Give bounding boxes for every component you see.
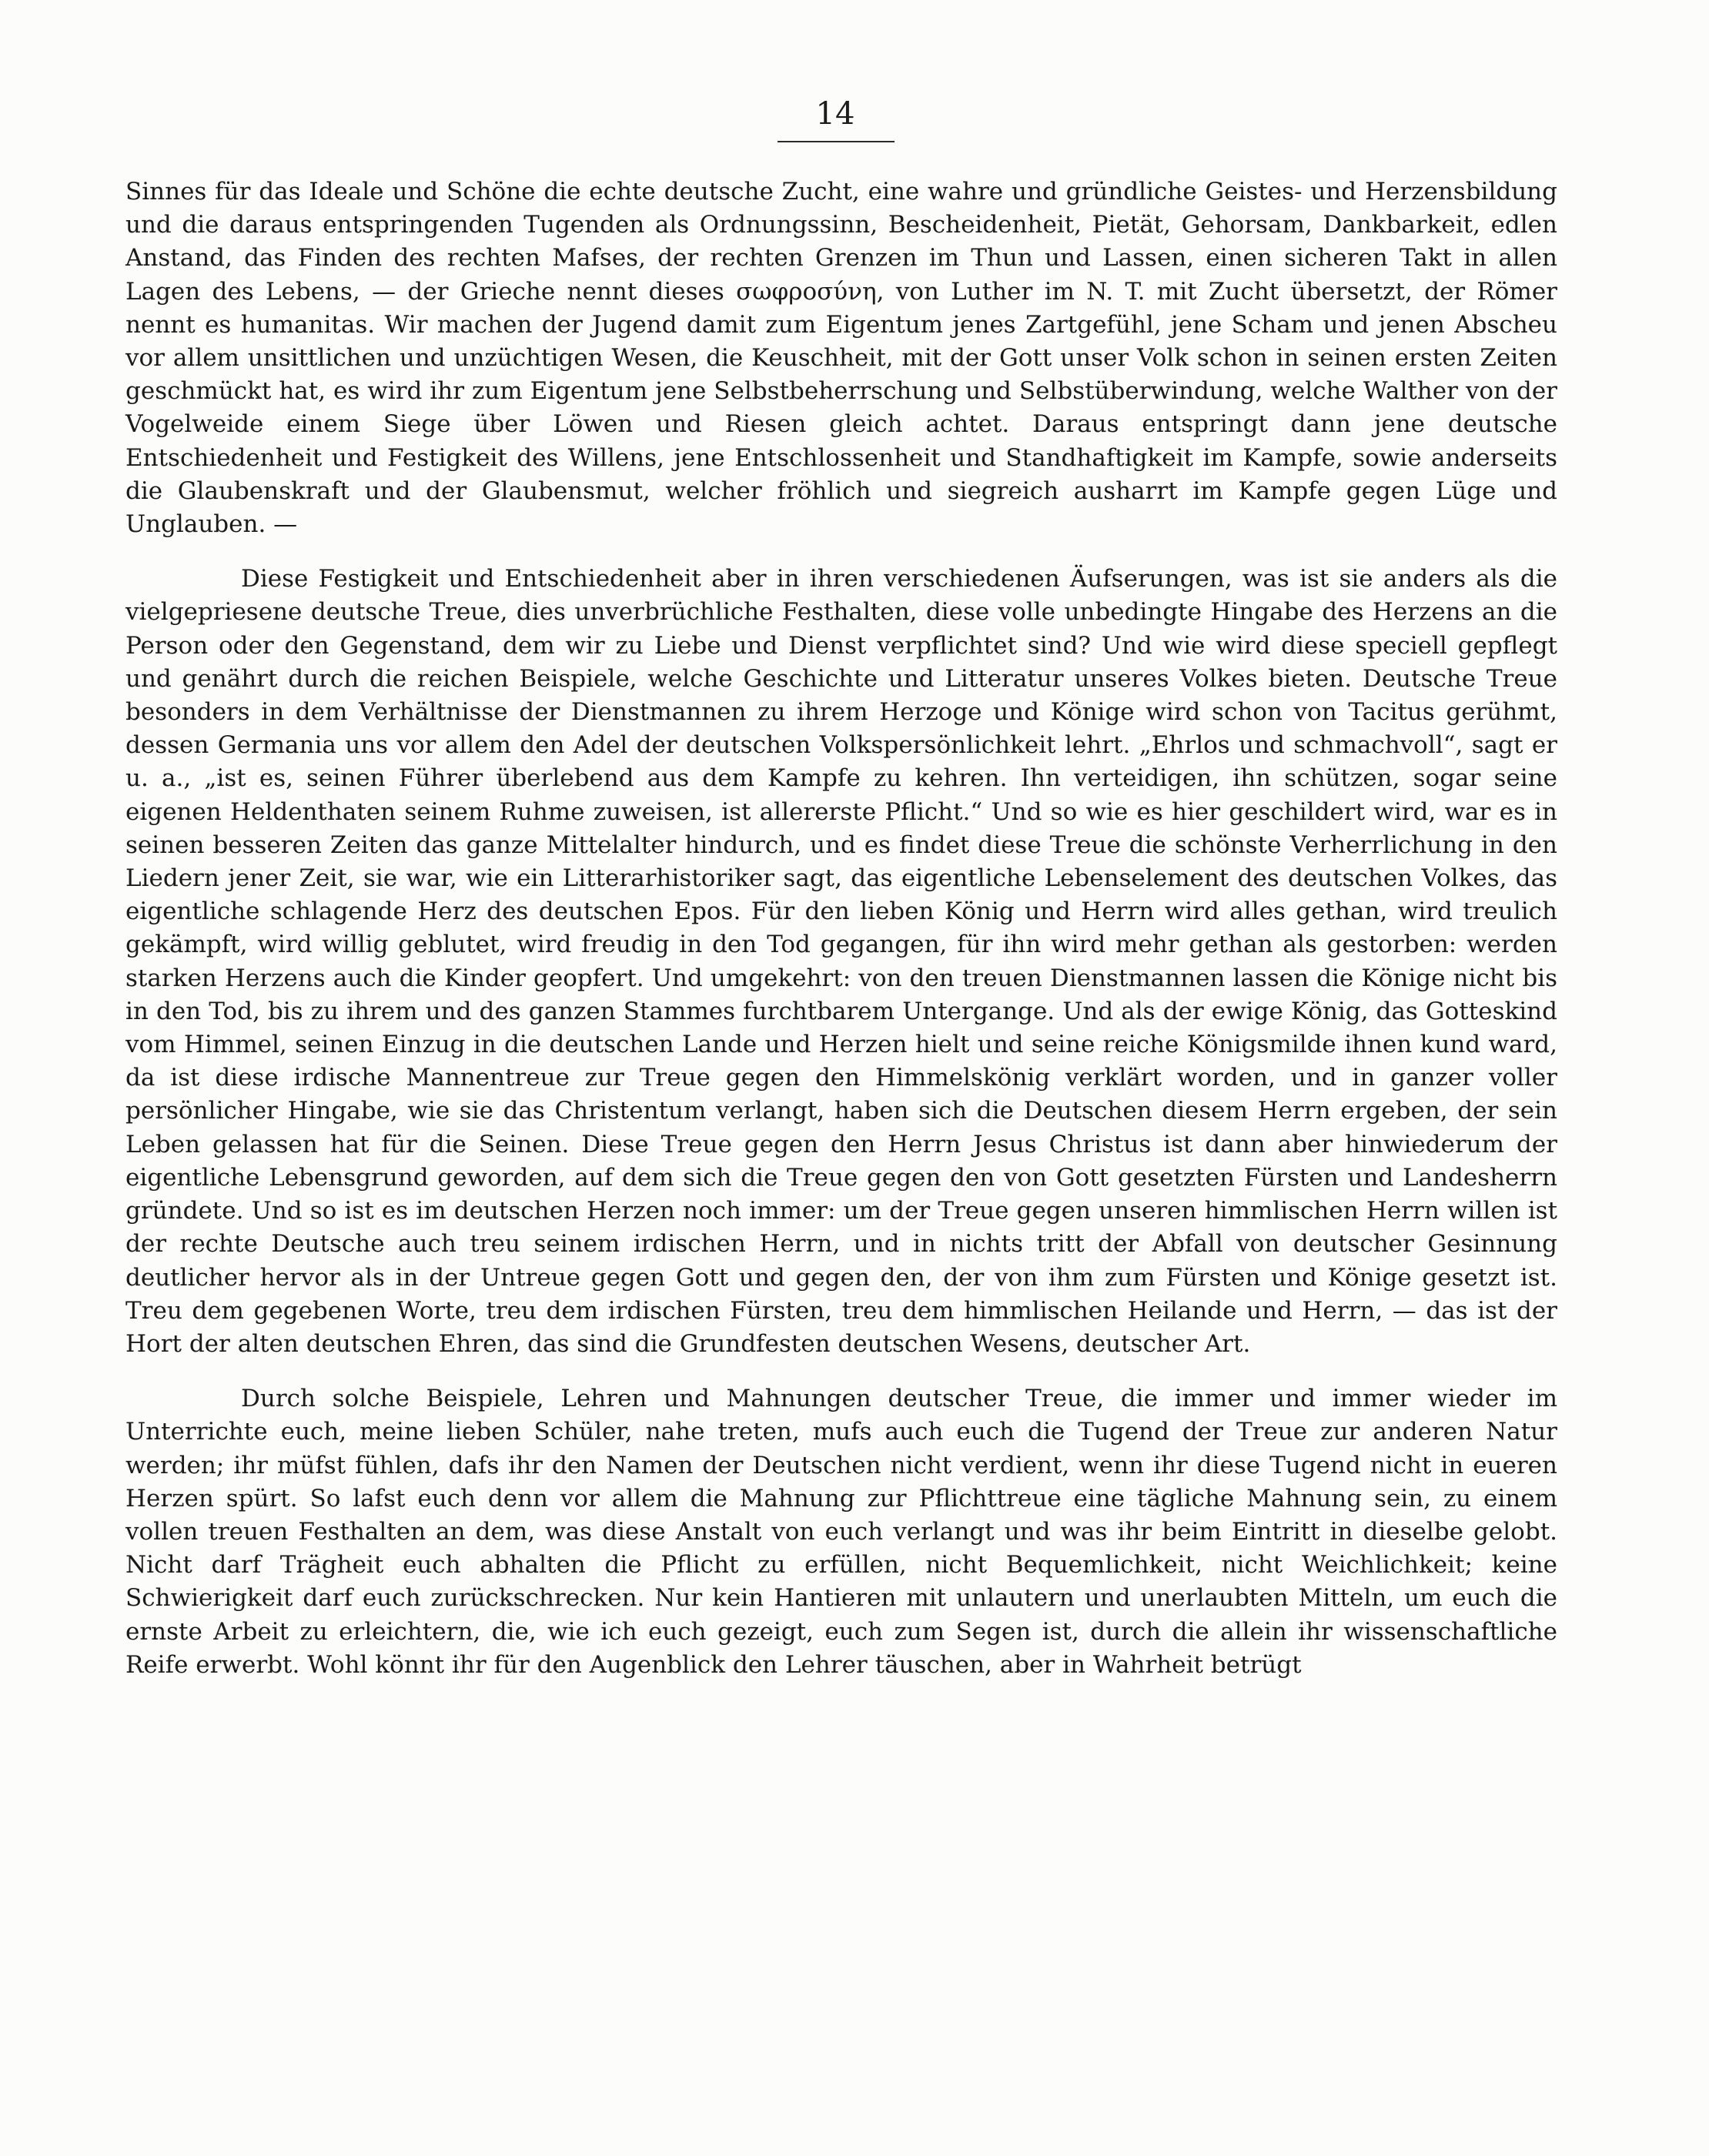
page-number-underline xyxy=(778,141,895,142)
paragraph-3: Durch solche Beispiele, Lehren und Mahnungen deutscher Treue, die immer und immer wieder im Unterrichte euch, meine lieben Schüler, nahe treten, mufs auch euch die Tugend der Treue zur anderen Natur werden; ihr müfst fühlen, dafs ihr den Namen der Deutschen nicht verdient, wenn ihr diese Tugend nicht in eueren Herzen spürt. So lafst euch denn vor allem die Mahnung zur Pflichttreue eine tägliche Mahnung sein, zu einem vollen treuen Festhalten an dem, was diese Anstalt von euch verlangt und was ihr beim Eintritt in dieselbe gelobt. Nicht darf Trägheit euch abhalten die Pflicht zu erfüllen, nicht Bequemlichkeit, nicht Weichlichkeit; keine Schwierigkeit darf euch zurückschrecken. Nur kein Hantieren mit unlautern und unerlaubten Mitteln, um euch die ernste Arbeit zu erleichtern, die, wie ich euch gezeigt, euch zum Segen ist, durch die allein ihr wissenschaftliche Reife erwerbt. Wohl könnt ihr für den Augenblick den Lehrer täuschen, aber in Wahrheit betrügt xyxy=(125,1385,1557,1679)
paragraph-1: Sinnes für das Ideale und Schöne die echte deutsche Zucht, eine wahre und gründliche Geistes- und Herzensbildung und die daraus entspringenden Tugenden als Ordnungssinn, Bescheidenheit, Pietät, Gehorsam, Dankbarkeit, edlen Anstand, das Finden des rechten Mafses, der rechten Grenzen im Thun und Lassen, einen sicheren Takt in allen Lagen des Lebens, — der Grieche nennt dieses σωφροσύνη, von Luther im N. T. mit Zucht übersetzt, der Römer nennt es humanitas. Wir machen der Jugend damit zum Eigentum jenes Zartgefühl, jene Scham und jenen Abscheu vor allem unsittlichen und unzüchtigen Wesen, die Keuschheit, mit der Gott unser Volk schon in seinen ersten Zeiten geschmückt hat, es wird ihr zum Eigentum jene Selbstbeherrschung und Selbstüberwindung, welche Walther von der Vogelweide einem Siege über Löwen und Riesen gleich achtet. Daraus entspringt dann jene deutsche Entschiedenheit und Festigkeit des Willens, jene Entschlossenheit und Standhaftigkeit im Kampfe, sowie anderseits die Glaubenskraft und der Glaubensmut, welcher fröhlich und siegreich ausharrt im Kampfe gegen Lüge und Unglauben. — xyxy=(125,178,1557,539)
body-text xyxy=(125,175,1557,1682)
page-number: 14 xyxy=(815,96,855,132)
paragraph-2: Diese Festigkeit und Entschiedenheit aber in ihren verschiedenen Äufserungen, was ist sie anders als die vielgepriesene deutsche Treue, dies unverbrüchliche Festhalten, diese volle unbedingte Hingabe des Herzens an die Person oder den Gegenstand, dem wir zu Liebe und Dienst verpflichtet sind? Und wie wird diese speciell gepflegt und genährt durch die reichen Beispiele, welche Geschichte und Litteratur unseres Volkes bieten. Deutsche Treue besonders in dem Verhältnisse der Dienstmannen zu ihrem Herzoge und Könige wird schon von Tacitus gerühmt, dessen Germania uns vor allem den Adel der deutschen Volkspersönlichkeit lehrt. „Ehrlos und schmachvoll“, sagt er u. a., „ist es, seinen Führer überlebend aus dem Kampfe zu kehren. Ihn verteidigen, ihn schützen, sogar seine eigenen Heldenthaten seinem Ruhme zuweisen, ist allererste Pflicht.“ Und so wie es hier geschildert wird, war es in seinen besseren Zeiten das ganze Mittelalter hindurch, und es findet diese Treue die schönste Verherrlichung in den Liedern jener Zeit, sie war, wie ein Litterarhistoriker sagt, das eigentliche Lebenselement des deutschen Volkes, das eigentliche schlagende Herz des deutschen Epos. Für den lieben König und Herrn wird alles gethan, wird treulich gekämpft, wird willig geblutet, wird freudig in den Tod gegangen, für ihn wird mehr gethan als gestorben: werden starken Herzens auch die Kinder geopfert. Und umgekehrt: von den treuen Dienstmannen lassen die Könige nicht bis in den Tod, bis zu ihrem und des ganzen Stammes furchtbarem Untergange. Und als der ewige König, das Gotteskind vom Himmel, seinen Einzug in die deutschen Lande und Herzen hielt und seine reiche Königsmilde ihnen kund ward, da ist diese irdische Mannentreue zur Treue gegen den Himmelskönig verklärt worden, und in ganzer voller persönlicher Hingabe, wie sie das Christentum verlangt, haben sich die Deutschen diesem Herrn ergeben, der sein Leben gelassen hat für die Seinen. Diese Treue gegen den Herrn Jesus Christus ist dann aber hinwiederum der eigentliche Lebensgrund geworden, auf dem sich die Treue gegen den von Gott gesetzten Fürsten und Landesherrn gründete. Und so ist es im deutschen Herzen noch immer: um der Treue gegen unseren himmlischen Herrn willen ist der rechte Deutsche auch treu seinem irdischen Herrn, und in nichts tritt der Abfall von deutscher Gesinnung deutlicher hervor als in der Untreue gegen Gott und gegen den, der von ihm zum Fürsten und Könige gesetzt ist. Treu dem gegebenen Worte, treu dem irdischen Fürsten, treu dem himmlischen Heilande und Herrn, — das ist der Hort der alten deutschen Ehren, das sind die Grundfesten deutschen Wesens, deutscher Art. xyxy=(125,565,1557,1358)
